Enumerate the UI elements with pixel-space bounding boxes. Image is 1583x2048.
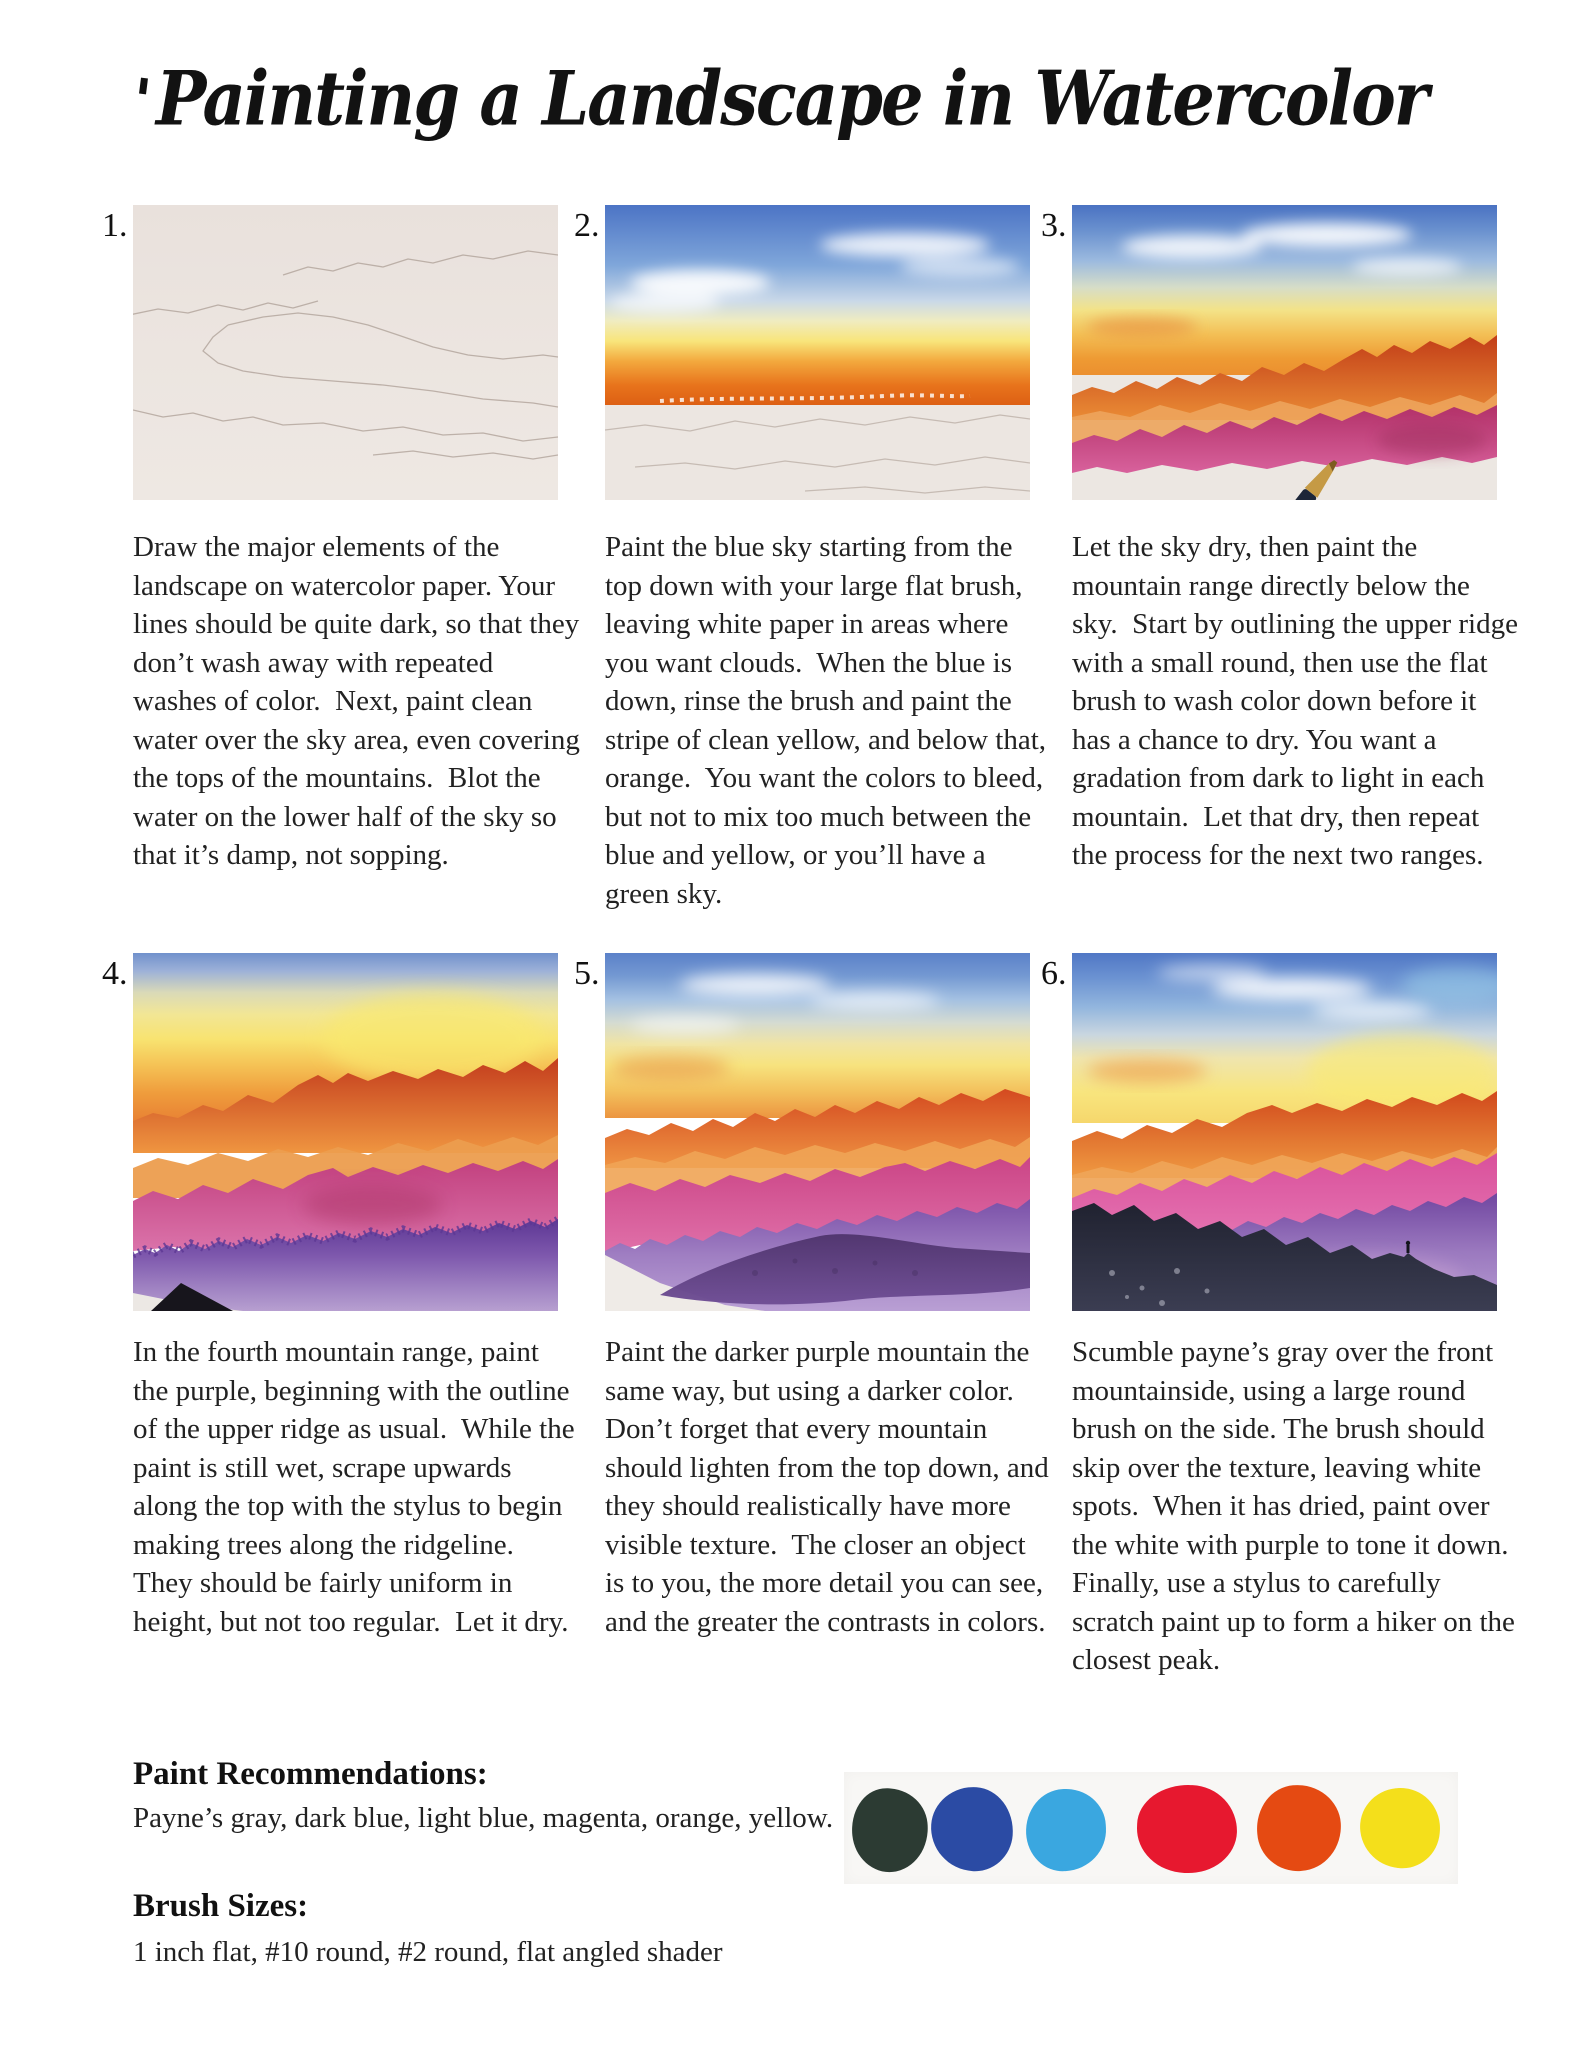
brush-sizes-heading: Brush Sizes: — [133, 1888, 309, 1924]
step-6-image — [1072, 953, 1497, 1311]
swatch-paynes-gray — [848, 1784, 932, 1875]
swatch-orange — [1254, 1782, 1344, 1874]
paint-recommendations-text: Payne’s gray, dark blue, light blue, magenta, orange, yellow. — [133, 1802, 834, 1834]
page-title: Painting a Landscape in Watercolor — [155, 54, 1428, 143]
step-description: Paint the darker purple mountain the same way, but using a darker color. Don’t forget that every mountain should lighten from the top down, and they should realistically have more visible texture. The closer an object is to you, the more detail you can see, and the greater the contrasts in colors. — [605, 1336, 1057, 1638]
step-number: 2. — [574, 207, 600, 244]
step-4-image — [133, 953, 558, 1311]
step-2-image — [605, 205, 1030, 500]
step-description: Draw the major elements of the landscape on watercolor paper. Your lines should be quite dark, so that they don’t wash away with repeated washes of color. Next, paint clean water over the sky area, even covering the tops of the mountains. Blot the water on the lower half of the sky so that it’s damp, not sopping. — [133, 531, 588, 871]
step-5-image — [605, 953, 1030, 1311]
brush-sizes-text: 1 inch flat, #10 round, #2 round, flat angled shader — [133, 1936, 723, 1968]
step-description: In the fourth mountain range, paint the purple, beginning with the outline of the upper ridge as usual. While the paint is still wet, scrape upwards along the top with the stylus to begin making trees along the ridgeline. They should be fairly uniform in height, but not too regular. Let it dry. — [133, 1336, 582, 1638]
step-description: Scumble payne’s gray over the front mountainside, using a large round brush on the side. The brush should skip over the texture, leaving white spots. When it has dried, paint over the white with purple to tone it down. Finally, use a stylus to carefully scratch paint up to form a hiker on the closest peak. — [1072, 1336, 1524, 1676]
step-number: 4. — [102, 955, 128, 992]
step-3-image — [1072, 205, 1497, 500]
swatch-light-blue — [1024, 1787, 1108, 1873]
step-1-image — [133, 205, 558, 500]
step-description: Let the sky dry, then paint the mountain range directly below the sky. Start by outlining the upper ridge with a small round, then use the flat brush to wash color down before it has a chance to dry. You want a gradation from dark to light in each mountain. Let that dry, then repeat the process for the next two ranges. — [1072, 531, 1526, 871]
paint-recommendations-heading: Paint Recommendations: — [133, 1756, 488, 1792]
swatch-yellow — [1357, 1785, 1444, 1872]
paint-swatch-strip — [844, 1772, 1458, 1884]
swatch-dark-blue — [928, 1784, 1016, 1874]
step-number: 6. — [1041, 955, 1067, 992]
step-description: Paint the blue sky starting from the top down with your large flat brush, leaving white paper in areas where you want clouds. When the blue is down, rinse the brush and paint the stripe of clean yellow, and below that, orange. You want the colors to bleed, but not to mix too much between the blue and yellow, or you’ll have a green sky. — [605, 531, 1054, 910]
step-number: 5. — [574, 955, 600, 992]
step-number: 1. — [102, 207, 128, 244]
swatch-magenta — [1135, 1783, 1238, 1874]
step-number: 3. — [1041, 207, 1067, 244]
